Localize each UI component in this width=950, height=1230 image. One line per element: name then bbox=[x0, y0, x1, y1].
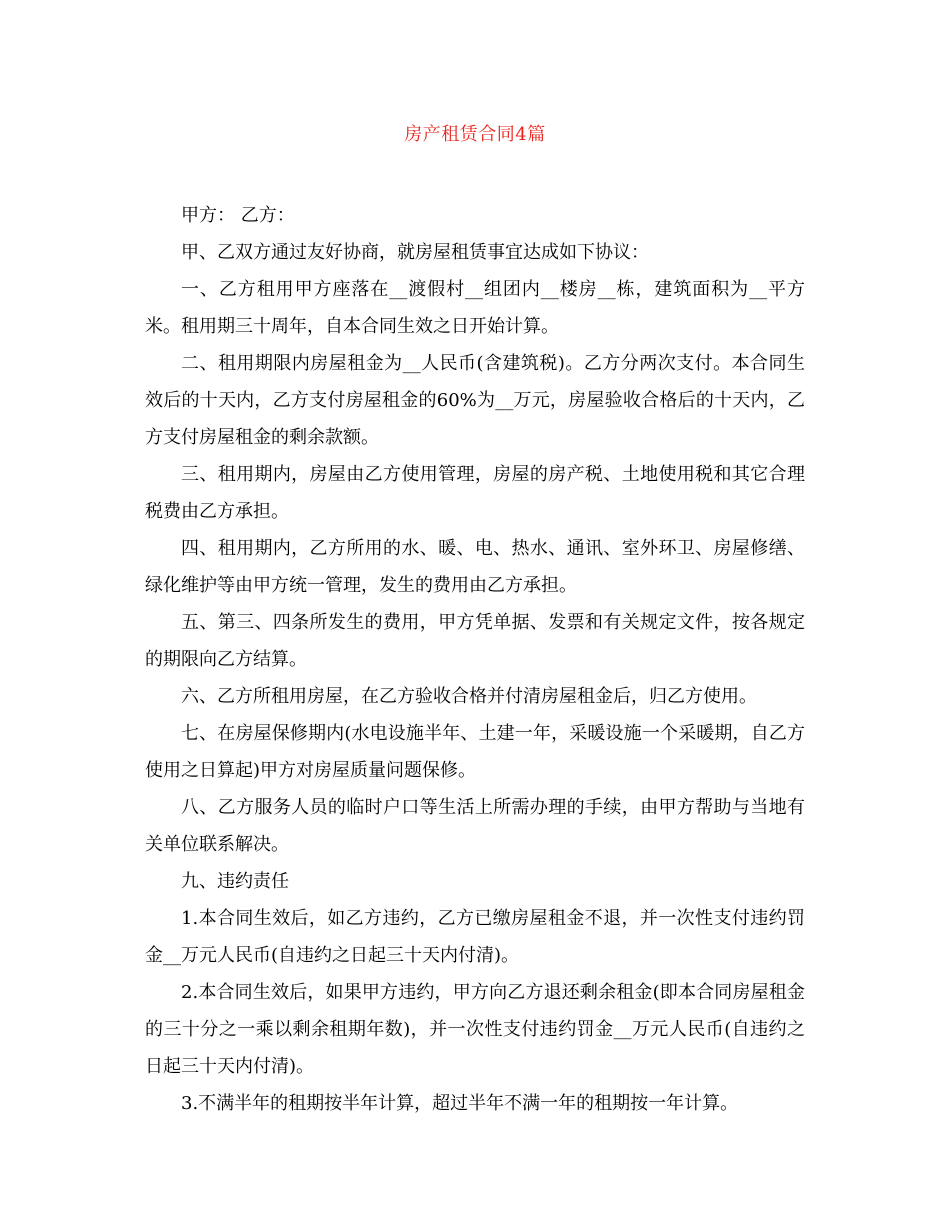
party-line: 甲方： 乙方： bbox=[181, 205, 295, 226]
clause-9-item-2: 2.本合同生效后，如果甲方违约，甲方向乙方退还剩余租金(即本合同房屋租金的三十分之一乘以剩余租期年数)，并一次性支付违约罚金__万元人民币(自违约之日起三十天内付清)。 bbox=[145, 982, 805, 1077]
clause-3-paragraph: 三、租用期内，房屋由乙方使用管理，房屋的房产税、土地使用税和其它合理税费由乙方承担。 bbox=[145, 464, 805, 522]
clause-9-item-3: 3.不满半年的租期按半年计算，超过半年不满一年的租期按一年计算。 bbox=[181, 1093, 739, 1114]
clause-4-paragraph: 四、租用期内，乙方所用的水、暖、电、热水、通讯、室外环卫、房屋修缮、绿化维护等由甲方统一管理，发生的费用由乙方承担。 bbox=[145, 538, 805, 596]
clause-6-paragraph: 六、乙方所租用房屋，在乙方验收合格并付清房屋租金后，归乙方使用。 bbox=[181, 686, 757, 707]
clause-9-heading: 九、违约责任 bbox=[181, 871, 289, 892]
document-body bbox=[145, 197, 805, 1122]
clause-7-paragraph: 七、在房屋保修期内(水电设施半年、土建一年，采暖设施一个采暖期，自乙方使用之日算起)甲方对房屋质量问题保修。 bbox=[145, 723, 805, 781]
clause-8-paragraph: 八、乙方服务人员的临时户口等生活上所需办理的手续，由甲方帮助与当地有关单位联系解决。 bbox=[145, 797, 805, 855]
clause-5-paragraph: 五、第三、四条所发生的费用，甲方凭单据、发票和有关规定文件，按各规定的期限向乙方结算。 bbox=[145, 612, 805, 670]
clause-2-paragraph: 二、租用期限内房屋租金为__人民币(含建筑税)。乙方分两次支付。本合同生效后的十天内，乙方支付房屋租金的60%为__万元，房屋验收合格后的十天内，乙方支付房屋租金的剩余款额。 bbox=[145, 353, 805, 448]
document-title: 房产租赁合同4篇 bbox=[404, 124, 546, 145]
clause-1-paragraph: 一、乙方租用甲方座落在__渡假村__组团内__楼房__栋，建筑面积为__平方米。租用期三十周年，自本合同生效之日开始计算。 bbox=[145, 279, 805, 337]
preamble-paragraph: 甲、乙双方通过友好协商，就房屋租赁事宜达成如下协议： bbox=[181, 242, 649, 263]
clause-9-item-1: 1.本合同生效后，如乙方违约，乙方已缴房屋租金不退，并一次性支付违约罚金__万元人民币(自违约之日起三十天内付清)。 bbox=[145, 908, 805, 966]
